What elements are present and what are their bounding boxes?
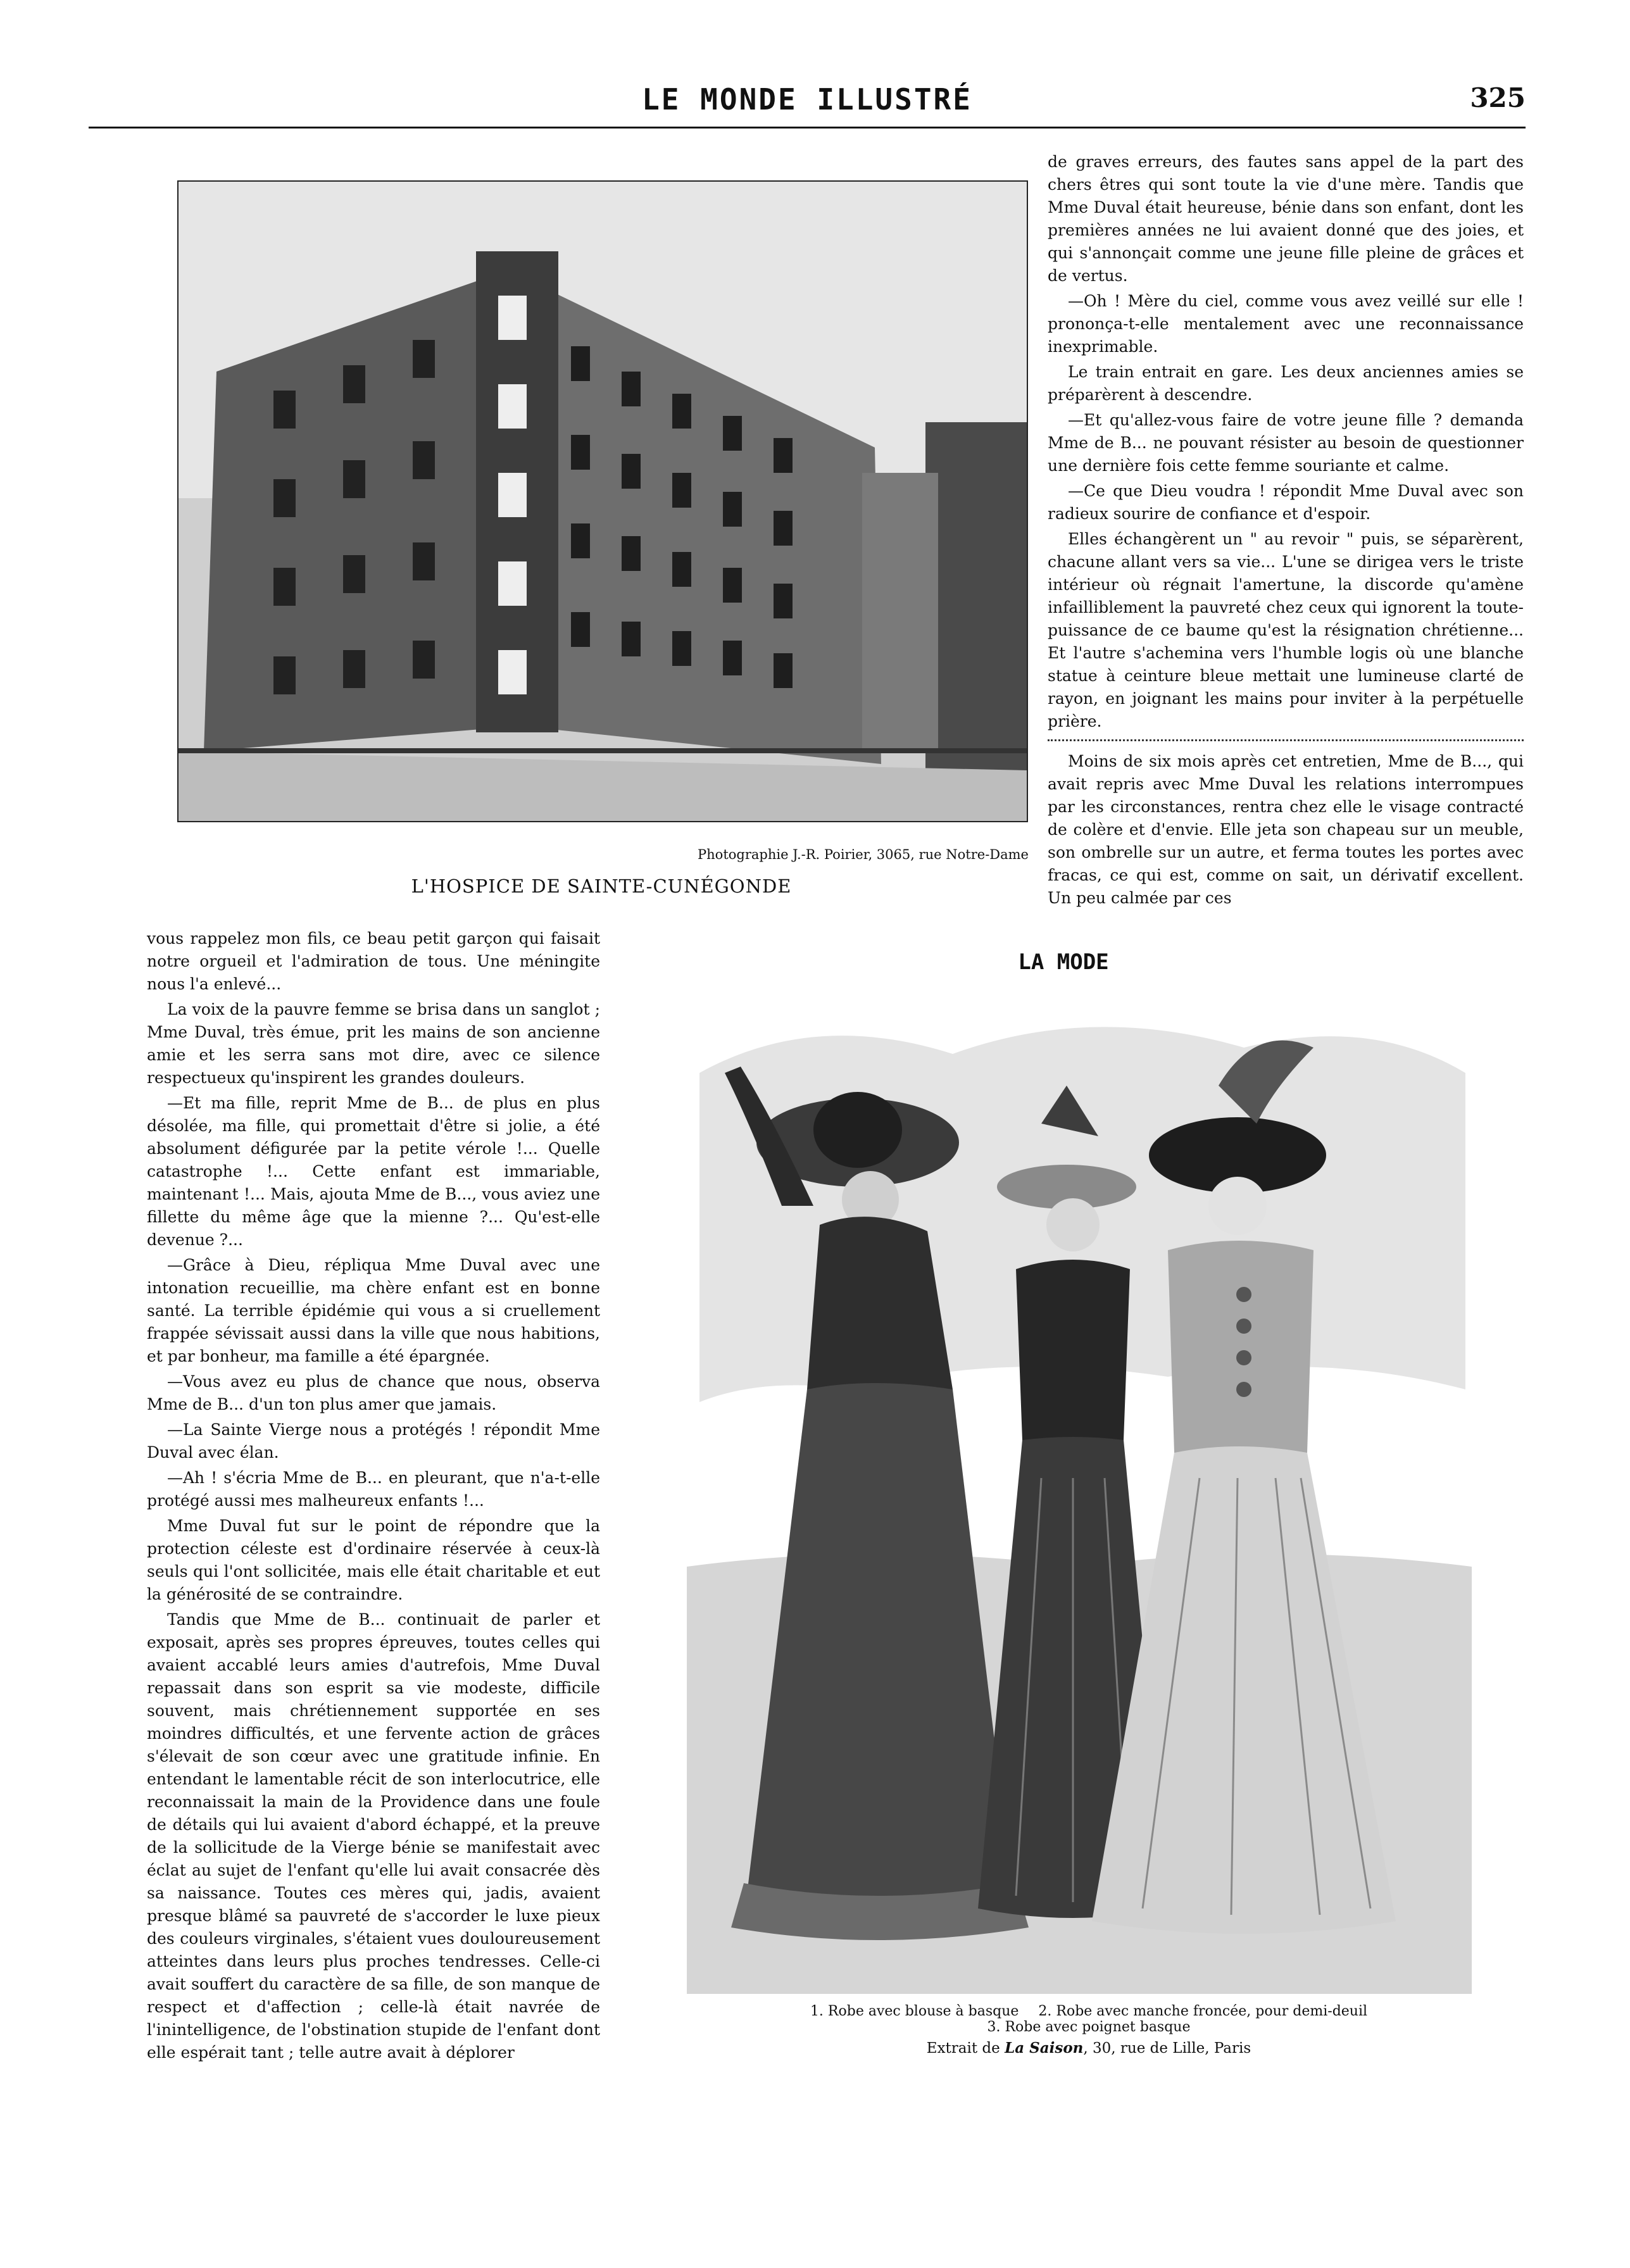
paragraph: —Vous avez eu plus de chance que nous, observa Mme de B... d'un ton plus amer que jamais. <box>147 1372 600 1413</box>
hospice-photograph <box>177 180 1028 822</box>
paragraph: —Ah ! s'écria Mme de B... en pleurant, que n'a-t-elle protégé aussi mes malheureux enfants !... <box>147 1469 600 1510</box>
header-rule <box>89 127 1526 128</box>
paragraph: —Oh ! Mère du ciel, comme vous avez veillé sur elle ! prononça-t-elle mentalement avec une reconnaissance inexprimable. <box>1048 292 1524 356</box>
paragraph: Le train entrait en gare. Les deux anciennes amies se préparèrent à descendre. <box>1048 363 1524 404</box>
plate-captions <box>696 2003 1481 2035</box>
caption-robe-2: 2. Robe avec manche froncée, pour demi-deuil <box>1038 2003 1368 2019</box>
caption-robe-1: 1. Robe avec blouse à basque <box>810 2003 1019 2019</box>
paragraph: —Et qu'allez-vous faire de votre jeune fille ? demanda Mme de B... ne pouvant résister au besoin de questionner une dernière fois cette femme souriante et calme. <box>1048 411 1524 475</box>
photo-credit: Photographie J.-R. Poirier, 3065, rue Notre-Dame <box>698 847 1029 862</box>
caption-robe-3: 3. Robe avec poignet basque <box>987 2019 1191 2035</box>
article-left-column <box>147 927 600 2067</box>
plate-source <box>696 2039 1481 2057</box>
photo-caption: L'HOSPICE DE SAINTE-CUNÉGONDE <box>411 875 792 897</box>
source-suffix: , 30, rue de Lille, Paris <box>1083 2040 1251 2057</box>
paragraph: Tandis que Mme de B... continuait de parler et exposait, après ses propres épreuves, toutes celles qui avaient accablé leurs amies d'autrefois, Mme Duval repassait dans son esprit sa vie modeste, difficile souvent, mais chrétiennement supportée en ses moindres difficultés, et une fervente action de grâces s'élevait de son cœur avec une gratitude infinie. En entendant le lamentable récit de son interlocutrice, elle reconnaissait la main de la Providence dans une foule de détails qui lui avaient d'abord échappé, et la preuve de la sollicitude de la Vierge bénie se manifestait avec éclat au sujet de l'enfant qu'elle lui avait consacrée dès sa naissance. Toutes ces mères qui, jadis, avaient presque blâmé sa pauvreté de s'accorder le luxe pieux des couleurs virginales, s'étaient vues douloureusement atteintes dans leurs plus proches tendresses. Celle-ci avait souffert du caractère de sa fille, de son manque de respect et d'affection ; celle-là était navrée de l'inintelligence, de l'obstination stupide de l'enfant dont elle espérait tant ; telle autre avait à déplorer <box>147 1610 600 2062</box>
three-women-illustration <box>687 997 1472 1994</box>
paragraph: La voix de la pauvre femme se brisa dans un sanglot ; Mme Duval, très émue, prit les mains de son ancienne amie et les serra sans mot dire, avec ce silence respectueux qu'inspirent les grandes douleurs. <box>147 1000 600 1087</box>
paragraph: de graves erreurs, des fautes sans appel de la part des chers êtres qui sont toute la vie d'une mère. Tandis que Mme Duval était heureuse, bénie dans son enfant, dont les premières années ne lui avaient donné que des joies, et qui s'annonçait comme une jeune fille pleine de grâces et de vertus. <box>1048 153 1524 285</box>
publication-title: LE MONDE ILLUSTRÉ <box>642 82 972 116</box>
source-title: La Saison <box>1005 2039 1084 2057</box>
paragraph: —Ce que Dieu voudra ! répondit Mme Duval avec son radieux sourire de confiance et d'espoir. <box>1048 482 1524 523</box>
paragraph: —Et ma fille, reprit Mme de B... de plus en plus désolée, ma fille, qui promettait d'être si jolie, a été absolument défigurée par la petite vérole !... Quelle catastrophe !... Cette enfant est immariable, maintenant !... Mais, ajouta Mme de B..., vous aviez une fillette du même âge que la mienne ?... Qu'est-elle devenue ?... <box>147 1094 600 1249</box>
paragraph: Moins de six mois après cet entretien, Mme de B..., qui avait repris avec Mme Duval les relations interrompues par les circonstances, rentra chez elle le visage contracté de colère et d'envie. Elle jeta son chapeau sur un meuble, son ombrelle sur un autre, et ferma toutes les portes avec fracas, ce qui est, comme on sait, un dérivatif excellent. Un peu calmée par ces <box>1048 752 1524 907</box>
source-prefix: Extrait de <box>926 2040 1005 2057</box>
paragraph: Mme Duval fut sur le point de répondre que la protection céleste est d'ordinaire réservée à ceux-là seuls qui l'ont sollicitée, mais elle était charitable et eut la générosité de se contraindre. <box>147 1517 600 1603</box>
paragraph: vous rappelez mon fils, ce beau petit garçon qui faisait notre orgueil et l'admiration de tous. Une méningite nous l'a enlevé... <box>147 929 600 993</box>
masthead <box>89 82 1526 127</box>
page-number: 325 <box>1470 82 1526 113</box>
mode-section-title: LA MODE <box>1018 949 1109 975</box>
fashion-plate-illustration <box>687 997 1472 1994</box>
building-illustration <box>179 182 1027 821</box>
dotted-separator <box>1048 739 1524 741</box>
article-right-column <box>1048 151 1524 912</box>
paragraph: —Grâce à Dieu, répliqua Mme Duval avec une intonation recueillie, ma chère enfant est en bonne santé. La terrible épidémie qui vous a si cruellement frappée sévissait aussi dans la ville que nous habitions, et par bonheur, ma famille a été épargnée. <box>147 1256 600 1365</box>
paragraph: Elles échangèrent un " au revoir " puis, se séparèrent, chacune allant vers sa vie... L'une se dirigea vers le triste intérieur où régnait l'amertune, la discorde qu'amène infailliblement la pauvreté chez ceux qui ignorent la toute-puissance de ce baume qu'est la résignation chrétienne... Et l'autre s'achemina vers l'humble logis où une blanche statue à ceinture bleue mettait une lumineuse clarté de rayon, en joignant les mains pour inviter à la perpétuelle prière. <box>1048 530 1524 730</box>
paragraph: —La Sainte Vierge nous a protégés ! répondit Mme Duval avec élan. <box>147 1420 600 1462</box>
